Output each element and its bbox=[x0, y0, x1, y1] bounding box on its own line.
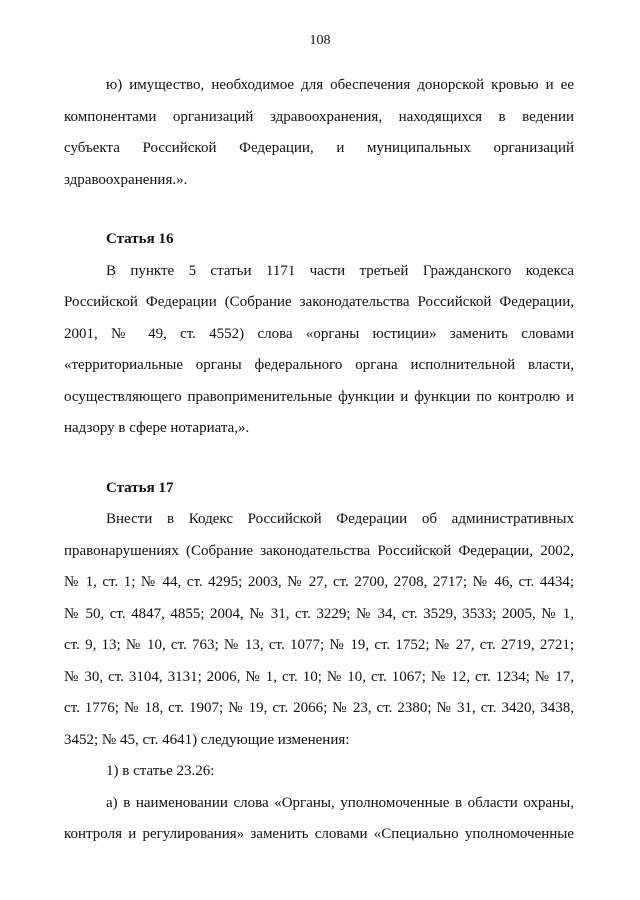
text-line: здравоохранения.». bbox=[64, 171, 188, 188]
document-body bbox=[64, 70, 574, 851]
text-line: Российской Федерации (Собрание законодательства Российской Федерации, bbox=[64, 294, 574, 310]
article-17-heading: Статья 17 bbox=[106, 479, 174, 496]
text-line: ст. 9, 13; № 10, ст. 763; № 13, ст. 1077; № 19, ст. 1752; № 27, ст. 2719, 2721; bbox=[64, 637, 574, 653]
text-line: ст. 1776; № 18, ст. 1907; № 19, ст. 2066; № 23, ст. 2380; № 31, ст. 3420, 3438, bbox=[64, 700, 574, 716]
item-1: 1) в статье 23.26: bbox=[106, 763, 215, 779]
text-line: компонентами организаций здравоохранения, находящихся в ведении bbox=[64, 108, 574, 125]
spacer bbox=[64, 445, 574, 473]
article-17-text bbox=[64, 504, 574, 756]
article-16-heading: Статья 16 bbox=[106, 231, 174, 247]
page-number: 108 bbox=[309, 33, 331, 48]
text-line: осуществляющего правоприменительные функции и функции по контролю и bbox=[64, 388, 574, 405]
text-line: 3452; № 45, ст. 4641) следующие изменения: bbox=[64, 731, 350, 748]
text-line: субъекта Российской Федерации, и муниципальных организаций bbox=[64, 140, 574, 156]
item-a bbox=[64, 788, 574, 851]
text-line: 2001, № 49, ст. 4552) слова «органы юстиции» заменить словами bbox=[64, 325, 574, 342]
text-line: «территориальные органы федерального органа исполнительной власти, bbox=[64, 357, 574, 373]
article-16-text bbox=[64, 256, 574, 445]
text-line: ю) имущество, необходимое для обеспечения донорской кровью и ее bbox=[106, 77, 574, 93]
text-line: правонарушениях (Собрание законодательства Российской Федерации, 2002, bbox=[64, 542, 574, 559]
text-line: В пункте 5 статьи 1171 части третьей Гражданского кодекса bbox=[106, 262, 574, 279]
spacer bbox=[64, 196, 574, 224]
text-line: № 1, ст. 1; № 44, ст. 4295; 2003, № 27, ст. 2700, 2708, 2717; № 46, ст. 4434; bbox=[64, 574, 574, 590]
text-line: а) в наименовании слова «Органы, уполномоченные в области охраны, bbox=[106, 794, 574, 811]
text-line: контроля и регулирования» заменить словами «Специально уполномоченные bbox=[64, 826, 574, 842]
text-line: надзору в сфере нотариата,». bbox=[64, 420, 250, 436]
paragraph-donor-blood-property bbox=[64, 70, 574, 196]
text-line: Внести в Кодекс Российской Федерации об административных bbox=[106, 511, 574, 527]
text-line: № 50, ст. 4847, 4855; 2004, № 31, ст. 3229; № 34, ст. 3529, 3533; 2005, № 1, bbox=[64, 605, 574, 622]
text-line: № 30, ст. 3104, 3131; 2006, № 1, ст. 10; № 10, ст. 1067; № 12, ст. 1234; № 17, bbox=[64, 668, 574, 685]
